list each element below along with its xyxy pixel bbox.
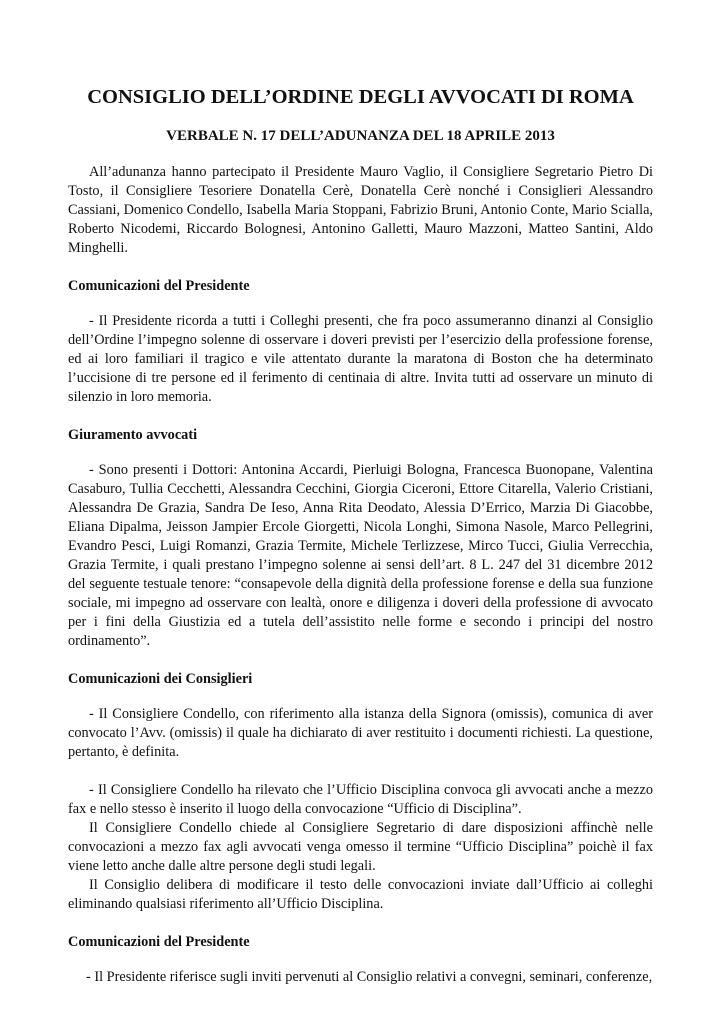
document-subtitle: VERBALE N. 17 DELL’ADUNANZA DEL 18 APRILE 2013 xyxy=(166,128,555,144)
section-heading-consiglieri: Comunicazioni dei Consiglieri xyxy=(68,671,253,687)
section-paragraph: - Sono presenti i Dottori: Antonina Accardi, Pierluigi Bologna, Francesca Buonopane, Valentina Casaburo, Tullia Cecchetti, Alessandra Cecchini, Giorgia Ciceroni, Ettore Citarella, Valerio Cristiani, Alessandra De Grazia, Sandra De Ieso, Anna Rita Deodato, Alessia D’Errico, Marzia Di Giacobbe, Eliana Dipalma, Jeisson Jampier Ercole Giorgetti, Nicola Longhi, Simona Nasole, Marco Pellegrini, Evandro Pesci, Luigi Romanzi, Grazia Termite, Michele Terlizzese, Mirco Tucci, Giulia Verrecchia, Grazia Termite, i quali prestano l’impegno solenne ai sensi dell’art. 8 L. 247 del 31 dicembre 2012 del seguente testuale tenore: “consapevole della dignità della professione forense e della sua funzione sociale, mi impegno ad osservare con lealtà, onore e diligenza i doveri della professione di avvocato per i fini della Giustizia ed a tutela dell’assistito nelle forme e secondo i principi del nostro ordinamento”. xyxy=(68,462,653,649)
section-heading-presidente: Comunicazioni del Presidente xyxy=(68,278,250,294)
section-paragraph: - Il Consigliere Condello ha rilevato che l’Ufficio Disciplina convoca gli avvocati anche a mezzo fax e nello stesso è inserito il luogo della convocazione “Ufficio di Disciplina”. xyxy=(68,782,653,817)
section-paragraph: Il Consiglio delibera di modificare il testo delle convocazioni inviate dall’Ufficio ai colleghi eliminando qualsiasi riferimento all’Ufficio Disciplina. xyxy=(68,877,653,912)
section-heading-presidente-2: Comunicazioni del Presidente xyxy=(68,934,250,950)
section-paragraph: - Il Consigliere Condello, con riferimento alla istanza della Signora (omissis), comunica di aver convocato l’Avv. (omissis) il quale ha dichiarato di aver restituito i documenti richiesti. La questione, pertanto, è definita. xyxy=(68,706,653,760)
document-body xyxy=(68,84,653,987)
section-heading-giuramento: Giuramento avvocati xyxy=(68,427,198,443)
section-paragraph: Il Consigliere Condello chiede al Consigliere Segretario di dare disposizioni affinchè nelle convocazioni a mezzo fax agli avvocati venga omesso il termine “Ufficio Disciplina” poichè il fax viene letto anche dalle altre persone degli studi legali. xyxy=(68,820,653,874)
section-paragraph: - Il Presidente riferisce sugli inviti pervenuti al Consiglio relativi a convegni, seminari, conferenze, xyxy=(86,969,653,985)
intro-paragraph: All’adunanza hanno partecipato il Presidente Mauro Vaglio, il Consigliere Segretario Pietro Di Tosto, il Consigliere Tesoriere Donatella Cerè, Donatella Cerè nonché i Consiglieri Alessandro Cassiani, Domenico Condello, Isabella Maria Stoppani, Fabrizio Bruni, Antonio Conte, Mario Scialla, Roberto Nicodemi, Riccardo Bolognesi, Antonino Galletti, Mauro Mazzoni, Matteo Santini, Aldo Minghelli. xyxy=(68,164,653,256)
document-title: CONSIGLIO DELL’ORDINE DEGLI AVVOCATI DI ROMA xyxy=(87,86,634,108)
section-paragraph: - Il Presidente ricorda a tutti i Colleghi presenti, che fra poco assumeranno dinanzi al Consiglio dell’Ordine l’impegno solenne di osservare i doveri previsti per l’esercizio della professione forense, ed ai loro familiari il tragico e vile attentato durante la maratona di Boston che ha determinato l’uccisione di tre persone ed il ferimento di centinaia di altre. Invita tutti ad osservare un minuto di silenzio in loro memoria. xyxy=(68,313,653,405)
